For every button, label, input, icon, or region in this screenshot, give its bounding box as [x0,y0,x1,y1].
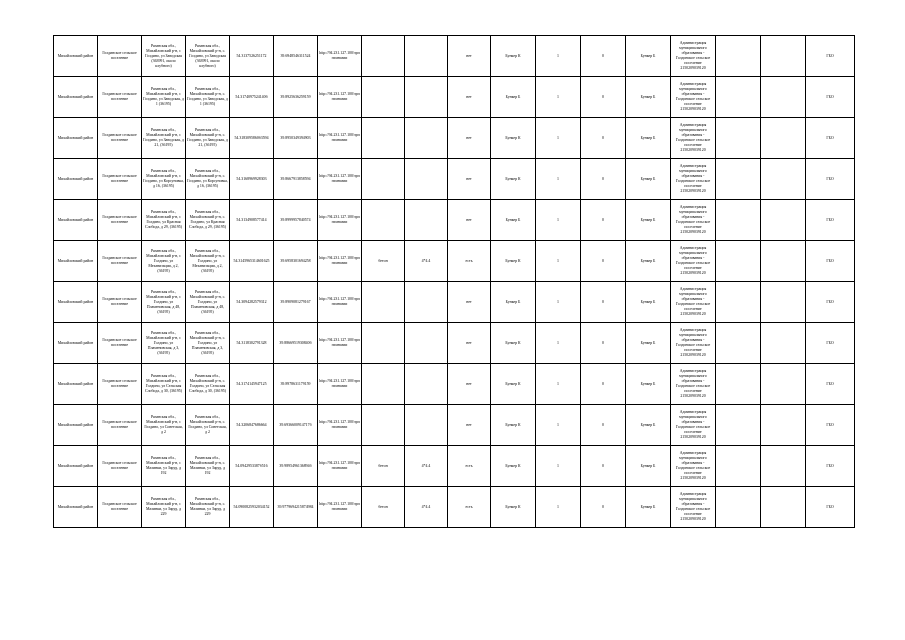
cell-latitude: 54.3174145947125 [230,364,274,405]
cell-blank-1 [716,446,761,487]
cell-latitude: 54.3206847686664 [230,405,274,446]
cell-fence: нет [448,364,491,405]
cell-blank-1 [716,200,761,241]
cell-area-size [405,118,448,159]
cell-bin-type: Бункер К [491,446,536,487]
cell-bin-type-2: Бункер Б [626,241,671,282]
cell-source-link: http://94.231.127.100/эрп гимназии [318,446,362,487]
cell-address-detail: Рязанская обл., Михайловский р-н, с. Голдино, ул Красная Слобода, д 29, (36195) [186,200,230,241]
cell-latitude: 54.0900825932034152 [230,487,274,528]
cell-address: Рязанская обл., Михайловский р-н, с Голдино, ул Корсуновка, д 16, (36195) [142,159,186,200]
cell-waste-category: ГБО [806,364,855,405]
registry-table [53,35,855,528]
cell-fence: есть [448,446,491,487]
cell-address-detail: Рязанская обл., Михайловский р-н, с. Голдино, ул Заводская, д 1 (36195) [186,77,230,118]
table-row [54,159,855,200]
cell-bin-count: 1 [536,77,581,118]
cell-latitude: 54.3118302791328 [230,323,274,364]
cell-fence: есть [448,487,491,528]
cell-source-link: http://94.231.127.100/эрп гимназии [318,364,362,405]
cell-bin-type-2: Бункер Б [626,282,671,323]
cell-district: Михайловский район [54,159,98,200]
cell-district: Михайловский район [54,364,98,405]
cell-bin-count: 1 [536,200,581,241]
cell-district: Михайловский район [54,446,98,487]
cell-owner: Администрация муниципального образования - Голдинское сельское поселение 2150209039120 [671,446,716,487]
cell-address-detail: Рязанская обл., Михайловский р-н, с. Голдино, ул Заводская, д 21, (36195) [186,118,230,159]
cell-blank-1 [716,118,761,159]
table-row [54,323,855,364]
cell-blank-1 [716,323,761,364]
cell-bin-extra: 0 [581,159,626,200]
cell-source-link: http://94.231.127.100/эрп гимназии [318,405,362,446]
cell-blank-2 [761,364,806,405]
cell-address: Рязанская обл., Михайловский р-н, с Голдино, ул Сельская Слобода, д 30, (36195) [142,364,186,405]
cell-surface: бетон [362,487,405,528]
cell-bin-count: 1 [536,487,581,528]
cell-address: Рязанская обл., Михайловский р-н, с Малинки, ул Заруд, д 192 [142,446,186,487]
cell-source-link: http://94.231.127.100/эрп гимназии [318,282,362,323]
cell-settlement: Голдинское сельское поселение [98,364,142,405]
cell-bin-type: Бункер Б [491,200,536,241]
cell-settlement: Голдинское сельское поселение [98,405,142,446]
cell-area-size [405,364,448,405]
cell-blank-2 [761,159,806,200]
cell-address-detail: Рязанская обл., Михайловский р-н, с. Малинки, ул Заруд, д 229 [186,487,230,528]
cell-bin-type: Бункер К [491,36,536,77]
cell-address: Рязанская обл., Михайловский р-н, с Голдино, ул Механизации, д 2, (36195) [142,241,186,282]
cell-longitude: 39.6948546311524 [274,36,318,77]
cell-bin-count: 1 [536,241,581,282]
cell-bin-type: Бункер К [491,487,536,528]
cell-address-detail: Рязанская обл., Михайловский р-н, с. Голдино, ул Советская, д 2 [186,405,230,446]
cell-bin-extra: 0 [581,282,626,323]
cell-surface [362,118,405,159]
cell-blank-1 [716,241,761,282]
cell-blank-2 [761,405,806,446]
cell-source-link: http://94.231.127.100/эрп гимназии [318,77,362,118]
cell-fence: нет [448,323,491,364]
cell-settlement: Голдинское сельское поселение [98,159,142,200]
cell-source-link: http://94.231.127.100/эрп гимназии [318,487,362,528]
cell-bin-type-2: Бункер Б [626,159,671,200]
cell-fence: нет [448,77,491,118]
cell-blank-2 [761,36,806,77]
cell-bin-type-2: Бункер Б [626,487,671,528]
cell-longitude: 39.8909081279167 [274,282,318,323]
cell-bin-extra: 0 [581,200,626,241]
cell-bin-type: Бункер Б [491,282,536,323]
table-row [54,446,855,487]
cell-bin-extra: 0 [581,77,626,118]
cell-owner: Администрация муниципального образования - Голдинское сельское поселение 2150209039120 [671,241,716,282]
table-row [54,405,855,446]
cell-area-size: 4*4.4 [405,241,448,282]
cell-waste-category: ГБО [806,36,855,77]
cell-surface [362,200,405,241]
cell-bin-type: Бункер К [491,323,536,364]
cell-owner: Администрация муниципального образования - Голдинское сельское поселение 2150209039120 [671,118,716,159]
cell-bin-type: Бункер К [491,118,536,159]
cell-address: Рязанская обл., Михайловский р-н, с Голдино, ул Советская, д 2 [142,405,186,446]
cell-settlement: Голдинское сельское поселение [98,118,142,159]
cell-fence: нет [448,159,491,200]
cell-bin-type: Бункер К [491,159,536,200]
cell-waste-category: ГБО [806,77,855,118]
table-row [54,487,855,528]
cell-bin-extra: 0 [581,118,626,159]
cell-longitude: 39.8999957840574 [274,200,318,241]
cell-address-detail: Рязанская обл., Михайловский р-н, с. Голдино, ул Сельская Слобода, д 30, (36195) [186,364,230,405]
cell-settlement: Голдинское сельское поселение [98,323,142,364]
cell-source-link: http://94.231.127.100/эрп гимназии [318,36,362,77]
cell-bin-count: 1 [536,36,581,77]
table-row [54,364,855,405]
cell-settlement: Голдинское сельское поселение [98,200,142,241]
cell-bin-type-2: Бункер Б [626,323,671,364]
cell-area-size [405,282,448,323]
cell-longitude: 39.8866951930840б [274,323,318,364]
cell-waste-category: ГБО [806,323,855,364]
cell-blank-2 [761,241,806,282]
cell-bin-extra: 0 [581,405,626,446]
cell-address-detail: Рязанская обл., Михайловский р-н, с. Голдино, ул Пламеновская, д 3, (36195) [186,323,230,364]
cell-bin-count: 1 [536,405,581,446]
table-row [54,77,855,118]
cell-source-link: http://94.231.127.100/эрп гимназии [318,200,362,241]
cell-bin-type: Бункер Б [491,77,536,118]
cell-surface [362,364,405,405]
cell-surface [362,159,405,200]
cell-area-size [405,200,448,241]
cell-longitude: 39.9895496136894б [274,446,318,487]
cell-owner: Администрация муниципального образования - Голдинское сельское поселение 2150209039120 [671,159,716,200]
cell-longitude: 39.9779694215874984 [274,487,318,528]
cell-bin-count: 1 [536,364,581,405]
cell-waste-category: ГБО [806,200,855,241]
cell-waste-category: ГБО [806,446,855,487]
cell-latitude: 54.3174097524140б [230,77,274,118]
cell-area-size [405,159,448,200]
cell-address: Рязанская обл., Михайловский р-н, с Голдино, ул Заводская (363991, около клубного) [142,36,186,77]
cell-blank-1 [716,282,761,323]
cell-blank-2 [761,487,806,528]
cell-longitude: 39.6958301694258 [274,241,318,282]
cell-source-link: http://94.231.127.100/эрп гимназии [318,159,362,200]
table-row [54,282,855,323]
cell-district: Михайловский район [54,282,98,323]
table-body [54,36,855,528]
cell-owner: Администрация муниципального образования - Голдинское сельское поселение 2150209039120 [671,282,716,323]
cell-address-detail: Рязанская обл., Михайловский р-н, с. Голдино, ул Заводская (363991, около клубного) [186,36,230,77]
cell-latitude: 54.0942953387б516 [230,446,274,487]
cell-blank-2 [761,118,806,159]
cell-bin-type-2: Бункер Б [626,200,671,241]
cell-waste-category: ГБО [806,241,855,282]
cell-waste-category: ГБО [806,487,855,528]
cell-area-size [405,77,448,118]
cell-address: Рязанская обл., Михайловский р-н, с Голдино, ул Заводская, д 21, (36195) [142,118,186,159]
cell-address: Рязанская обл., Михайловский р-н, с Малинки, ул Заруд, д 229 [142,487,186,528]
table-row [54,200,855,241]
cell-blank-1 [716,405,761,446]
cell-bin-type-2: Бункер Б [626,446,671,487]
cell-fence: есть [448,241,491,282]
cell-settlement: Голдинское сельское поселение [98,487,142,528]
cell-owner: Администрация муниципального образования - Голдинское сельское поселение 2150209039120 [671,77,716,118]
cell-district: Михайловский район [54,118,98,159]
cell-latitude: 54.3134908577414 [230,200,274,241]
cell-surface [362,405,405,446]
cell-blank-2 [761,77,806,118]
cell-owner: Администрация муниципального образования - Голдинское сельское поселение 2150209039120 [671,364,716,405]
cell-waste-category: ГБО [806,405,855,446]
cell-latitude: 54.3137526251172 [230,36,274,77]
cell-district: Михайловский район [54,241,98,282]
cell-area-size [405,405,448,446]
cell-blank-1 [716,77,761,118]
cell-owner: Администрация муниципального образования - Голдинское сельское поселение 2150209039120 [671,200,716,241]
cell-area-size [405,323,448,364]
cell-address-detail: Рязанская обл., Михайловский р-н, с. Голдино, ул Пламеновская, д 48, (36195) [186,282,230,323]
cell-latitude: 54.3183095860б3594 [230,118,274,159]
cell-settlement: Голдинское сельское поселение [98,36,142,77]
cell-bin-count: 1 [536,323,581,364]
cell-address: Рязанская обл., Михайловский р-н, с Голдино, ул Красная Слобода, д 29, (36195) [142,200,186,241]
cell-waste-category: ГБО [806,118,855,159]
cell-fence: нет [448,405,491,446]
cell-bin-type: Бункер К [491,364,536,405]
cell-surface [362,282,405,323]
cell-fence: нет [448,200,491,241]
cell-longitude: 39.8950349394903 [274,118,318,159]
cell-blank-1 [716,364,761,405]
cell-bin-extra: 0 [581,241,626,282]
cell-owner: Администрация муниципального образования - Голдинское сельское поселение 2150209039120 [671,36,716,77]
cell-latitude: 54.3094282579312 [230,282,274,323]
cell-fence: нет [448,282,491,323]
cell-blank-1 [716,36,761,77]
cell-bin-extra: 0 [581,446,626,487]
cell-address: Рязанская обл., Михайловский р-н, с Голдино, ул Пламеновская, д 48, (36195) [142,282,186,323]
cell-blank-1 [716,487,761,528]
cell-longitude: 39.8667913858594 [274,159,318,200]
cell-latitude: 54.3145965314601625 [230,241,274,282]
cell-district: Михайловский район [54,323,98,364]
cell-latitude: 54.3168969928303 [230,159,274,200]
cell-district: Михайловский район [54,77,98,118]
cell-bin-type: Бункер К [491,241,536,282]
cell-bin-extra: 0 [581,323,626,364]
cell-bin-type-2: Бункер Б [626,77,671,118]
cell-address: Рязанская обл., Михайловский р-н, с Голдино, ул Заводская, д 1 (36195) [142,77,186,118]
cell-area-size: 4*4.4 [405,487,448,528]
cell-bin-type-2: Бункер Б [626,364,671,405]
cell-bin-extra: 0 [581,364,626,405]
cell-address: Рязанская обл., Михайловский р-н, с Голдино, ул Пламеновская, д 3, (36195) [142,323,186,364]
cell-bin-extra: 0 [581,36,626,77]
cell-blank-2 [761,446,806,487]
cell-bin-count: 1 [536,282,581,323]
cell-bin-type-2: Бункер Б [626,36,671,77]
table-row [54,118,855,159]
cell-district: Михайловский район [54,200,98,241]
cell-longitude: 39.6936600914717б [274,405,318,446]
cell-address-detail: Рязанская обл., Михайловский р-н, с. Голдино, ул Корсуновка, д 16, (36195) [186,159,230,200]
cell-bin-type-2: Бункер Б [626,405,671,446]
cell-source-link: http://94.231.127.100/эрп гимназии [318,323,362,364]
cell-district: Михайловский район [54,405,98,446]
cell-address-detail: Рязанская обл., Михайловский р-н, с. Малинки, ул Заруд, д 192 [186,446,230,487]
cell-blank-2 [761,282,806,323]
cell-district: Михайловский район [54,36,98,77]
cell-blank-2 [761,200,806,241]
cell-fence: нет [448,118,491,159]
table-row [54,36,855,77]
cell-surface: бетон [362,241,405,282]
cell-fence: нет [448,36,491,77]
cell-bin-extra: 0 [581,487,626,528]
cell-blank-2 [761,323,806,364]
cell-area-size: 4*4.4 [405,446,448,487]
cell-area-size [405,36,448,77]
cell-waste-category: ГБО [806,282,855,323]
cell-longitude: 39.8925636259159 [274,77,318,118]
cell-surface [362,323,405,364]
cell-settlement: Голдинское сельское поселение [98,282,142,323]
cell-owner: Администрация муниципального образования - Голдинское сельское поселение 2150209039120 [671,487,716,528]
cell-source-link: http://94.231.127.100/эрп гимназии [318,241,362,282]
cell-address-detail: Рязанская обл., Михайловский р-н, с. Голдино, ул Механизации, д 2, (36195) [186,241,230,282]
cell-source-link: http://94.231.127.100/эрп гимназии [318,118,362,159]
cell-settlement: Голдинское сельское поселение [98,77,142,118]
cell-settlement: Голдинское сельское поселение [98,241,142,282]
cell-district: Михайловский район [54,487,98,528]
cell-surface: бетон [362,446,405,487]
cell-waste-category: ГБО [806,159,855,200]
cell-owner: Администрация муниципального образования - Голдинское сельское поселение 2150209039120 [671,323,716,364]
cell-settlement: Голдинское сельское поселение [98,446,142,487]
cell-blank-1 [716,159,761,200]
table-row [54,241,855,282]
cell-bin-type-2: Бункер Б [626,118,671,159]
cell-owner: Администрация муниципального образования - Голдинское сельское поселение 2150209039120 [671,405,716,446]
cell-bin-count: 1 [536,446,581,487]
cell-surface [362,36,405,77]
cell-bin-type: Бункер К [491,405,536,446]
cell-surface [362,77,405,118]
cell-bin-count: 1 [536,118,581,159]
cell-longitude: 39.8978631179159 [274,364,318,405]
cell-bin-count: 1 [536,159,581,200]
